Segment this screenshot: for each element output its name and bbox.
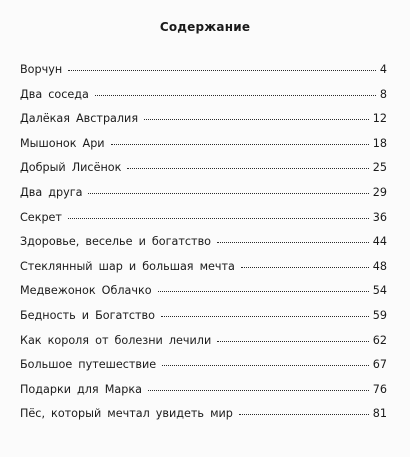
toc-entry [20,230,387,255]
toc-entry-page-number: 48 [372,259,387,273]
toc-entry-title: Мышонок Ари [20,136,105,150]
toc-entry-title: Ворчун [20,63,63,76]
toc-entry-title: Секрет [20,210,62,224]
toc-entry [20,132,387,157]
toc-entry [20,58,387,83]
toc-entry [20,353,387,378]
toc-entry-title: Стеклянный шар и большая мечта [20,259,235,273]
toc-entry-title: Подарки для Марка [20,382,142,396]
dot-leader [68,217,369,219]
toc-entry [20,206,387,231]
toc-entry [20,107,387,132]
toc-entry-title: Далёкая Австралия [20,112,139,126]
toc-entry-page-number: 12 [372,112,387,126]
toc-entry-page-number: 81 [372,407,387,421]
dot-leader [162,364,369,366]
toc-entry [20,304,387,329]
dot-leader [217,340,369,342]
toc-entry-page-number: 59 [372,308,387,322]
dot-leader [88,192,368,194]
toc-entry [20,255,387,280]
toc-entry [20,156,387,181]
dot-leader [148,389,369,391]
toc-entry-page-number: 29 [372,185,387,199]
dot-leader [241,266,369,268]
toc-entry [20,83,387,108]
dot-leader [161,315,369,317]
dot-leader [111,143,369,145]
toc-entry-page-number: 36 [372,210,387,224]
dot-leader [144,118,369,120]
dot-leader [95,94,376,96]
toc-entry-page-number: 8 [379,87,387,101]
dot-leader [68,69,376,71]
toc-entry [20,402,387,427]
toc-entry [20,279,387,304]
toc-entry-title: Два друга [20,185,83,199]
dot-leader [127,167,368,169]
toc-entry-page-number: 18 [372,136,387,150]
toc-entry-page-number: 4 [379,63,387,76]
table-of-contents [20,58,387,427]
toc-entry-title: Медвежонок Облачко [20,284,152,298]
toc-entry-title: Пёс, который мечтал увидеть мир [20,407,233,421]
toc-entry-page-number: 54 [372,284,387,298]
toc-entry-title: Бедность и Богатство [20,308,155,322]
toc-entry-title: Здоровье, веселье и богатство [20,235,212,249]
toc-entry-title: Большое путешествие [20,358,157,372]
toc-entry-title: Два соседа [20,87,89,101]
dot-leader [239,413,369,415]
toc-entry [20,378,387,403]
toc-entry-page-number: 25 [372,161,387,175]
toc-entry [20,181,387,206]
toc-entry-page-number: 76 [372,382,387,396]
toc-entry-title: Добрый Лисёнок [20,161,122,175]
toc-entry-page-number: 67 [372,358,387,372]
toc-entry-page-number: 44 [372,235,387,249]
dot-leader [158,290,369,292]
page-title: Содержание [159,20,251,34]
toc-entry-page-number: 62 [372,333,387,347]
toc-entry-title: Как короля от болезни лечили [20,333,212,347]
toc-entry [20,329,387,354]
dot-leader [217,241,369,243]
